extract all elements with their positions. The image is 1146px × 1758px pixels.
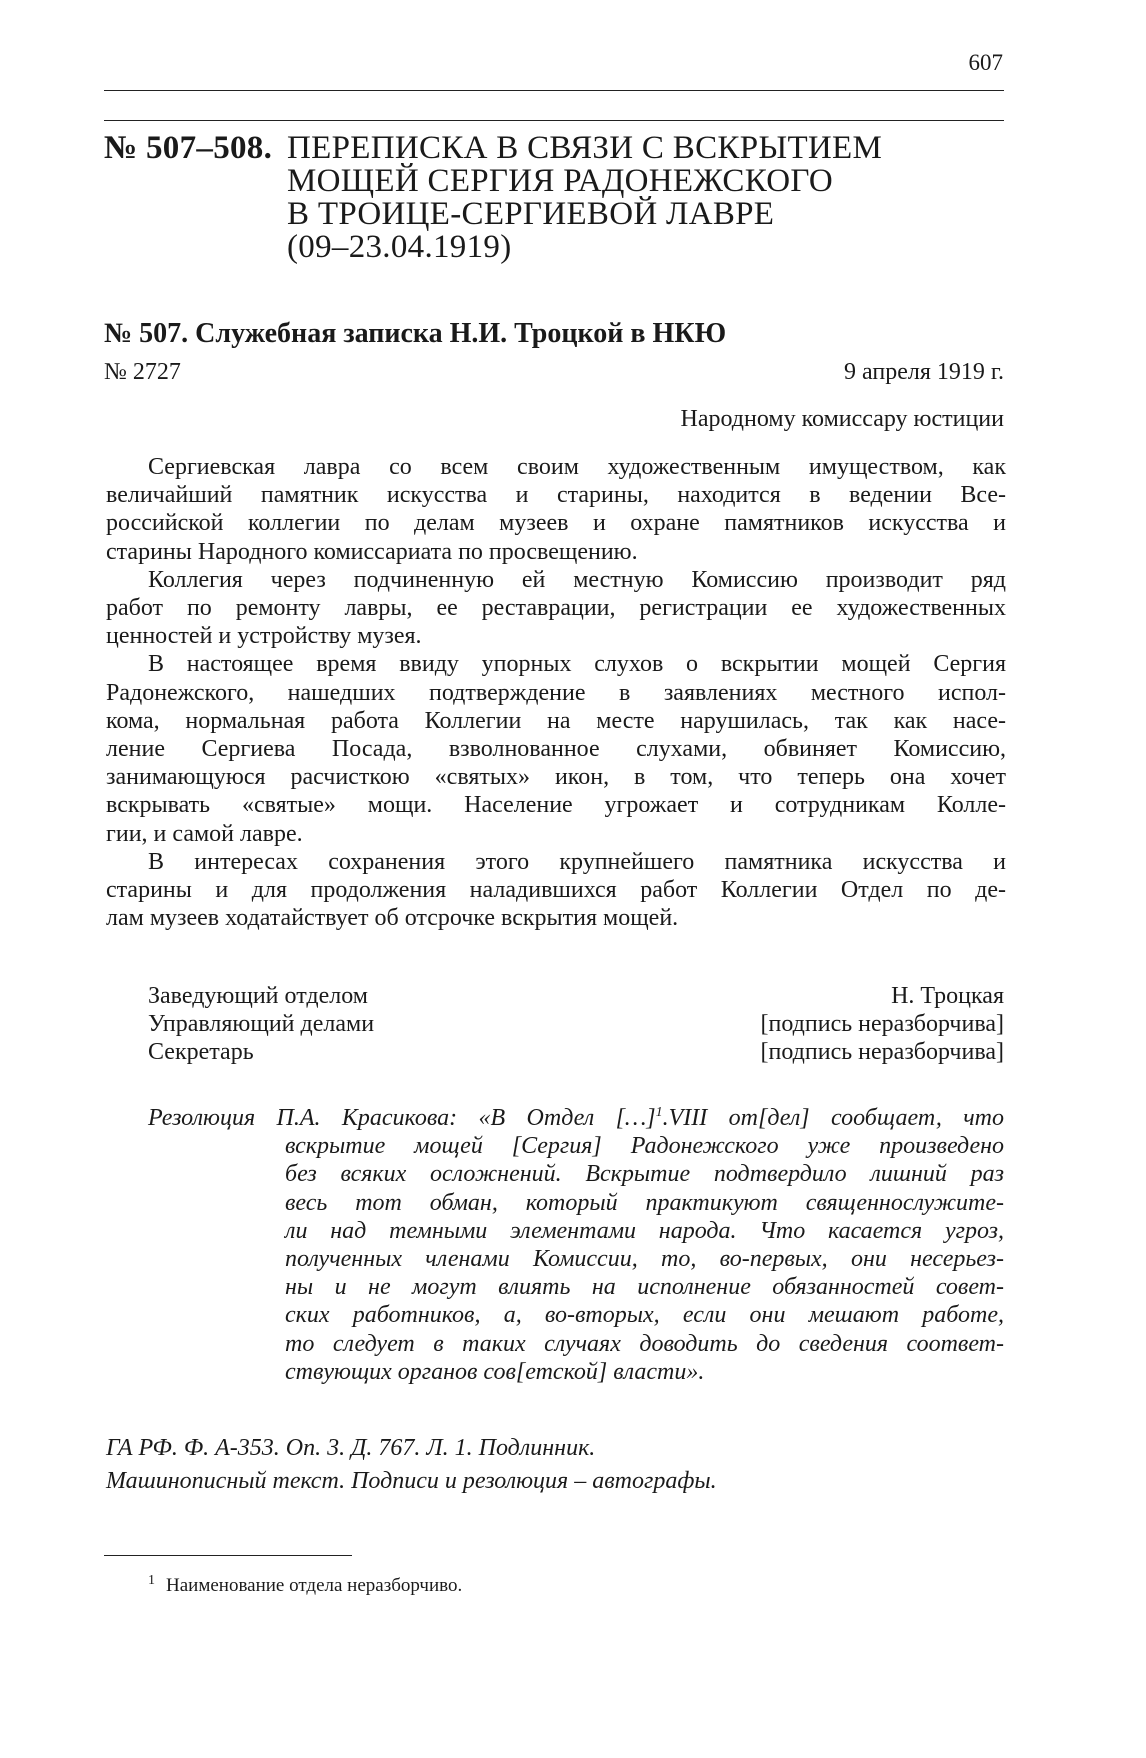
resolution-line: ли над темными элементами народа. Что касается угроз, — [285, 1217, 1004, 1244]
body-line: старины Народного комиссариата по просвещению. — [106, 538, 638, 565]
section-title-line: МОЩЕЙ СЕРГИЯ РАДОНЕЖСКОГО — [287, 163, 834, 199]
body-line: вскрывать «святые» мощи. Население угрожает и сотрудникам Колле- — [106, 792, 1006, 819]
body-line: кома, нормальная работа Коллегии на месте нарушилась, так как насе- — [106, 707, 1006, 734]
body-line: Коллегия через подчиненную ей местную Комиссию производит ряд — [148, 566, 1006, 593]
document-title: № 507. Служебная записка Н.И. Троцкой в НКЮ — [104, 318, 727, 349]
body-line: лам музеев ходатайствует об отсрочке вскрытия мощей. — [106, 905, 679, 932]
signature-row — [148, 982, 1004, 1010]
document-date: 9 апреля 1919 г. — [844, 359, 1004, 385]
body-line: В настоящее время ввиду упорных слухов о вскрытии мощей Сергия — [148, 651, 1006, 678]
body-line: ценностей и устройству музея. — [106, 623, 422, 650]
signature-role: Заведующий отделом — [148, 983, 368, 1009]
archival-source — [106, 1432, 717, 1498]
body-line: работ по ремонту лавры, ее реставрации, регистрации ее художественных — [106, 595, 1006, 622]
signature-name: Н. Троцкая — [891, 983, 1004, 1009]
section-rule — [104, 120, 1004, 121]
registration-number: № 2727 — [104, 359, 181, 385]
resolution — [148, 1104, 1004, 1386]
signature-role: Секретарь — [148, 1039, 254, 1066]
section-title — [287, 132, 927, 264]
addressee: Народному комиссару юстиции — [680, 406, 1004, 432]
source-line: ГА РФ. Ф. А-353. Оп. 3. Д. 767. Л. 1. Подлинник. — [106, 1435, 596, 1461]
signature-row — [148, 1010, 1004, 1038]
document-meta — [104, 357, 1004, 387]
footnote: $^1$ Наименование отдела неразборчиво. — [148, 1572, 463, 1596]
footnote-text: Наименование отдела неразборчиво. — [166, 1575, 463, 1596]
signature-row — [148, 1038, 1004, 1066]
resolution-lead: Резолюция П.А. Красикова: «В Отдел […] — [148, 1105, 656, 1131]
header-rule — [104, 90, 1004, 91]
resolution-line: то следует в таких случаях доводить до сведения соответ- — [285, 1330, 1004, 1357]
section-heading — [104, 132, 1004, 264]
body-line: старины и для продолжения наладившихся работ Коллегии Отдел по де- — [106, 877, 1006, 904]
body-line: гии, и самой лавре. — [106, 820, 303, 847]
signature-role: Управляющий делами — [148, 1011, 375, 1038]
resolution-line: ны и не могут влиять на исполнение обязанностей совет- — [285, 1274, 1004, 1301]
signature-name: [подпись неразборчива] — [760, 1039, 1004, 1066]
footnote-rule — [104, 1555, 352, 1556]
section-title-line: В ТРОИЦЕ-СЕРГИЕВОЙ ЛАВРЕ — [287, 196, 775, 232]
section-number: № 507–508. — [104, 130, 273, 166]
resolution-line: ствующих органов сов[етской] власти». — [285, 1358, 705, 1385]
body-line: занимающуюся расчисткою «святых» икон, в том, что теперь она хочет — [106, 764, 1006, 791]
section-title-line: (09–23.04.1919) — [287, 229, 512, 265]
resolution-line: вскрытие мощей [Сергия] Радонежского уже произведено — [285, 1133, 1004, 1160]
source-line: Машинописный текст. Подписи и резолюция – автографы. — [106, 1468, 717, 1494]
body-line: Сергиевская лавра со всем своим художественным имуществом, как — [148, 454, 1006, 480]
body-line: В интересах сохранения этого крупнейшего памятника искусства и — [148, 848, 1006, 875]
resolution-line: весь тот обман, который практикуют священнослужите- — [285, 1189, 1004, 1216]
body-line: Радонежского, нашедших подтверждение в заявлениях местного испол- — [106, 679, 1006, 706]
footnote-ref[interactable]: 1 — [655, 1105, 663, 1120]
resolution-lead-cont: .VIII от[дел] сообщает, что — [662, 1105, 1005, 1131]
body-line: величайший памятник искусства и старины, находится в ведении Все- — [106, 482, 1006, 509]
signature-name: [подпись неразборчива] — [760, 1011, 1004, 1038]
memo-body — [106, 453, 1006, 932]
resolution-line: ских работников, а, во-вторых, если они мешают работе, — [285, 1302, 1004, 1329]
resolution-line — [148, 1104, 1004, 1132]
body-line: ление Сергиева Посада, взволнованное слухами, обвиняет Комиссию, — [106, 736, 1006, 763]
body-line: российской коллегии по делам музеев и охране памятников искусства и — [106, 510, 1006, 537]
section-title-line: ПЕРЕПИСКА В СВЯЗИ С ВСКРЫТИЕМ — [287, 130, 883, 166]
resolution-line: полученных членами Комиссии, то, во-первых, они несерьез- — [285, 1246, 1004, 1273]
resolution-line: без всяких осложнений. Вскрытие подтвердило лишний раз — [285, 1161, 1004, 1188]
signature-block — [148, 982, 1004, 1067]
page-number: 607 — [968, 50, 1003, 75]
